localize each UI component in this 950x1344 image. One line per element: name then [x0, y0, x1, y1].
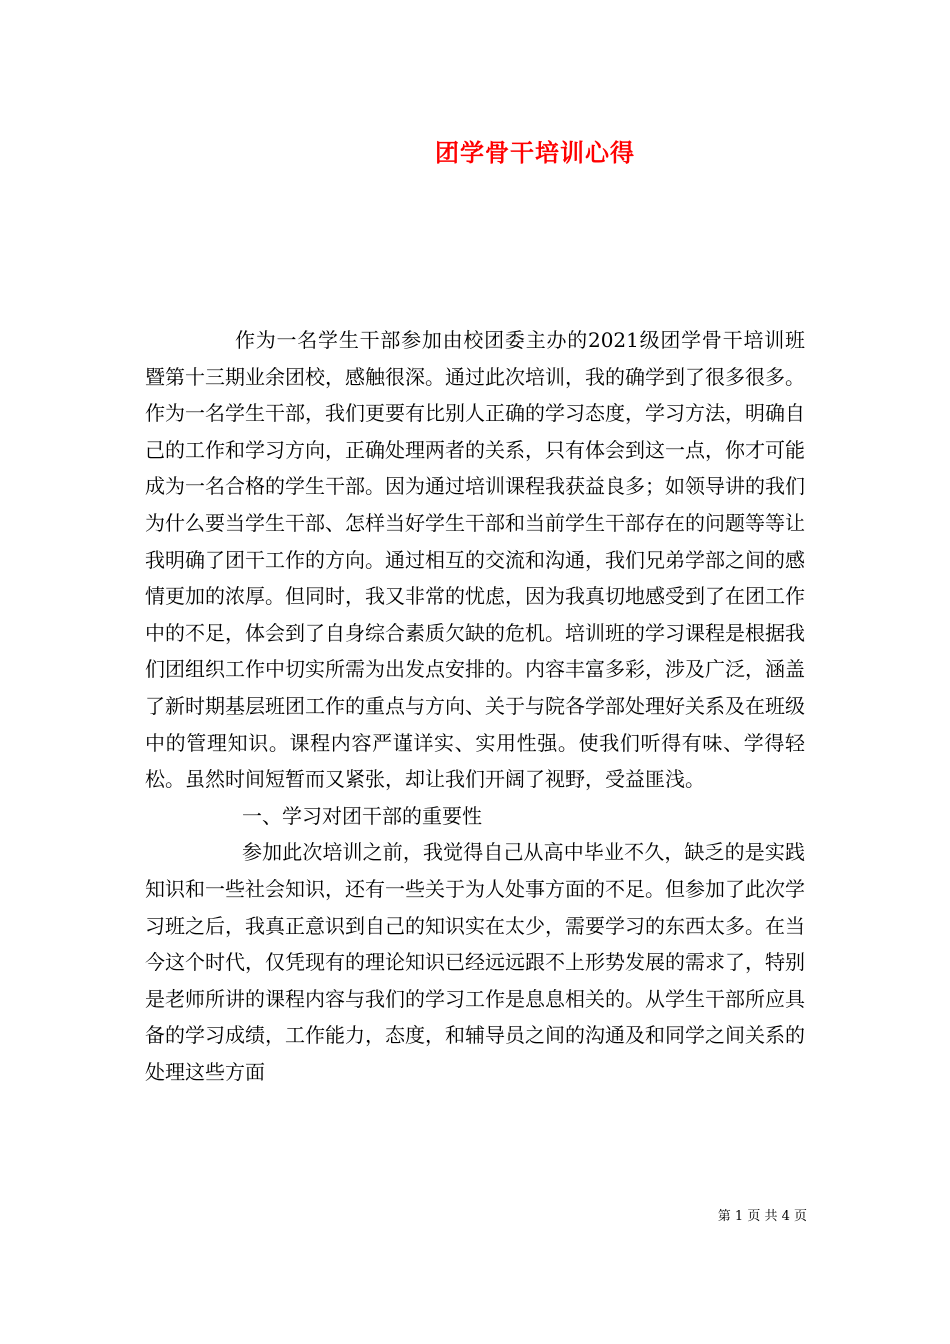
page-footer: 第 1 页 共 4 页 — [717, 1209, 807, 1224]
document-body — [145, 322, 805, 1090]
document-title: 团学骨干培训心得 — [435, 138, 635, 167]
body-paragraph-1: 作为一名学生干部参加由校团委主办的2021级团学骨干培训班暨第十三期业余团校，感触很深。通过此次培训，我的确学到了很多很多。作为一名学生干部，我们更要有比别人正确的学习态度，学习方法，明确自己的工作和学习方向，正确处理两者的关系，只有体会到这一点，你才可能成为一名合格的学生干部。因为通过培训课程我获益良多；如领导讲的我们为什么要当学生干部、怎样当好学生干部和当前学生干部存在的问题等等让我明确了团干工作的方向。通过相互的交流和沟通，我们兄弟学部之间的感情更加的浓厚。但同时，我又非常的忧虑，因为我真切地感受到了在团工作中的不足，体会到了自身综合素质欠缺的危机。培训班的学习课程是根据我们团组织工作中切实所需为出发点安排的。内容丰富多彩，涉及广泛，涵盖了新时期基层班团工作的重点与方向、关于与院各学部处理好关系及在班级中的管理知识。课程内容严谨详实、实用性强。使我们听得有味、学得轻松。虽然时间短暂而又紧张，却让我们开阔了视野，受益匪浅。 — [145, 328, 805, 792]
section-heading-1: 一、学习对团干部的重要性 — [242, 803, 482, 828]
body-paragraph-2: 参加此次培训之前，我觉得自己从高中毕业不久，缺乏的是实践知识和一些社会知识，还有一些关于为人处事方面的不足。但参加了此次学习班之后，我真正意识到自己的知识实在太少，需要学习的东西太多。在当今这个时代，仅凭现有的理论知识已经远远跟不上形势发展的需求了，特别是老师所讲的课程内容与我们的学习工作是息息相关的。从学生干部所应具备的学习成绩，工作能力，态度，和辅导员之间的沟通及和同学之间关系的处理这些方面 — [145, 840, 805, 1084]
